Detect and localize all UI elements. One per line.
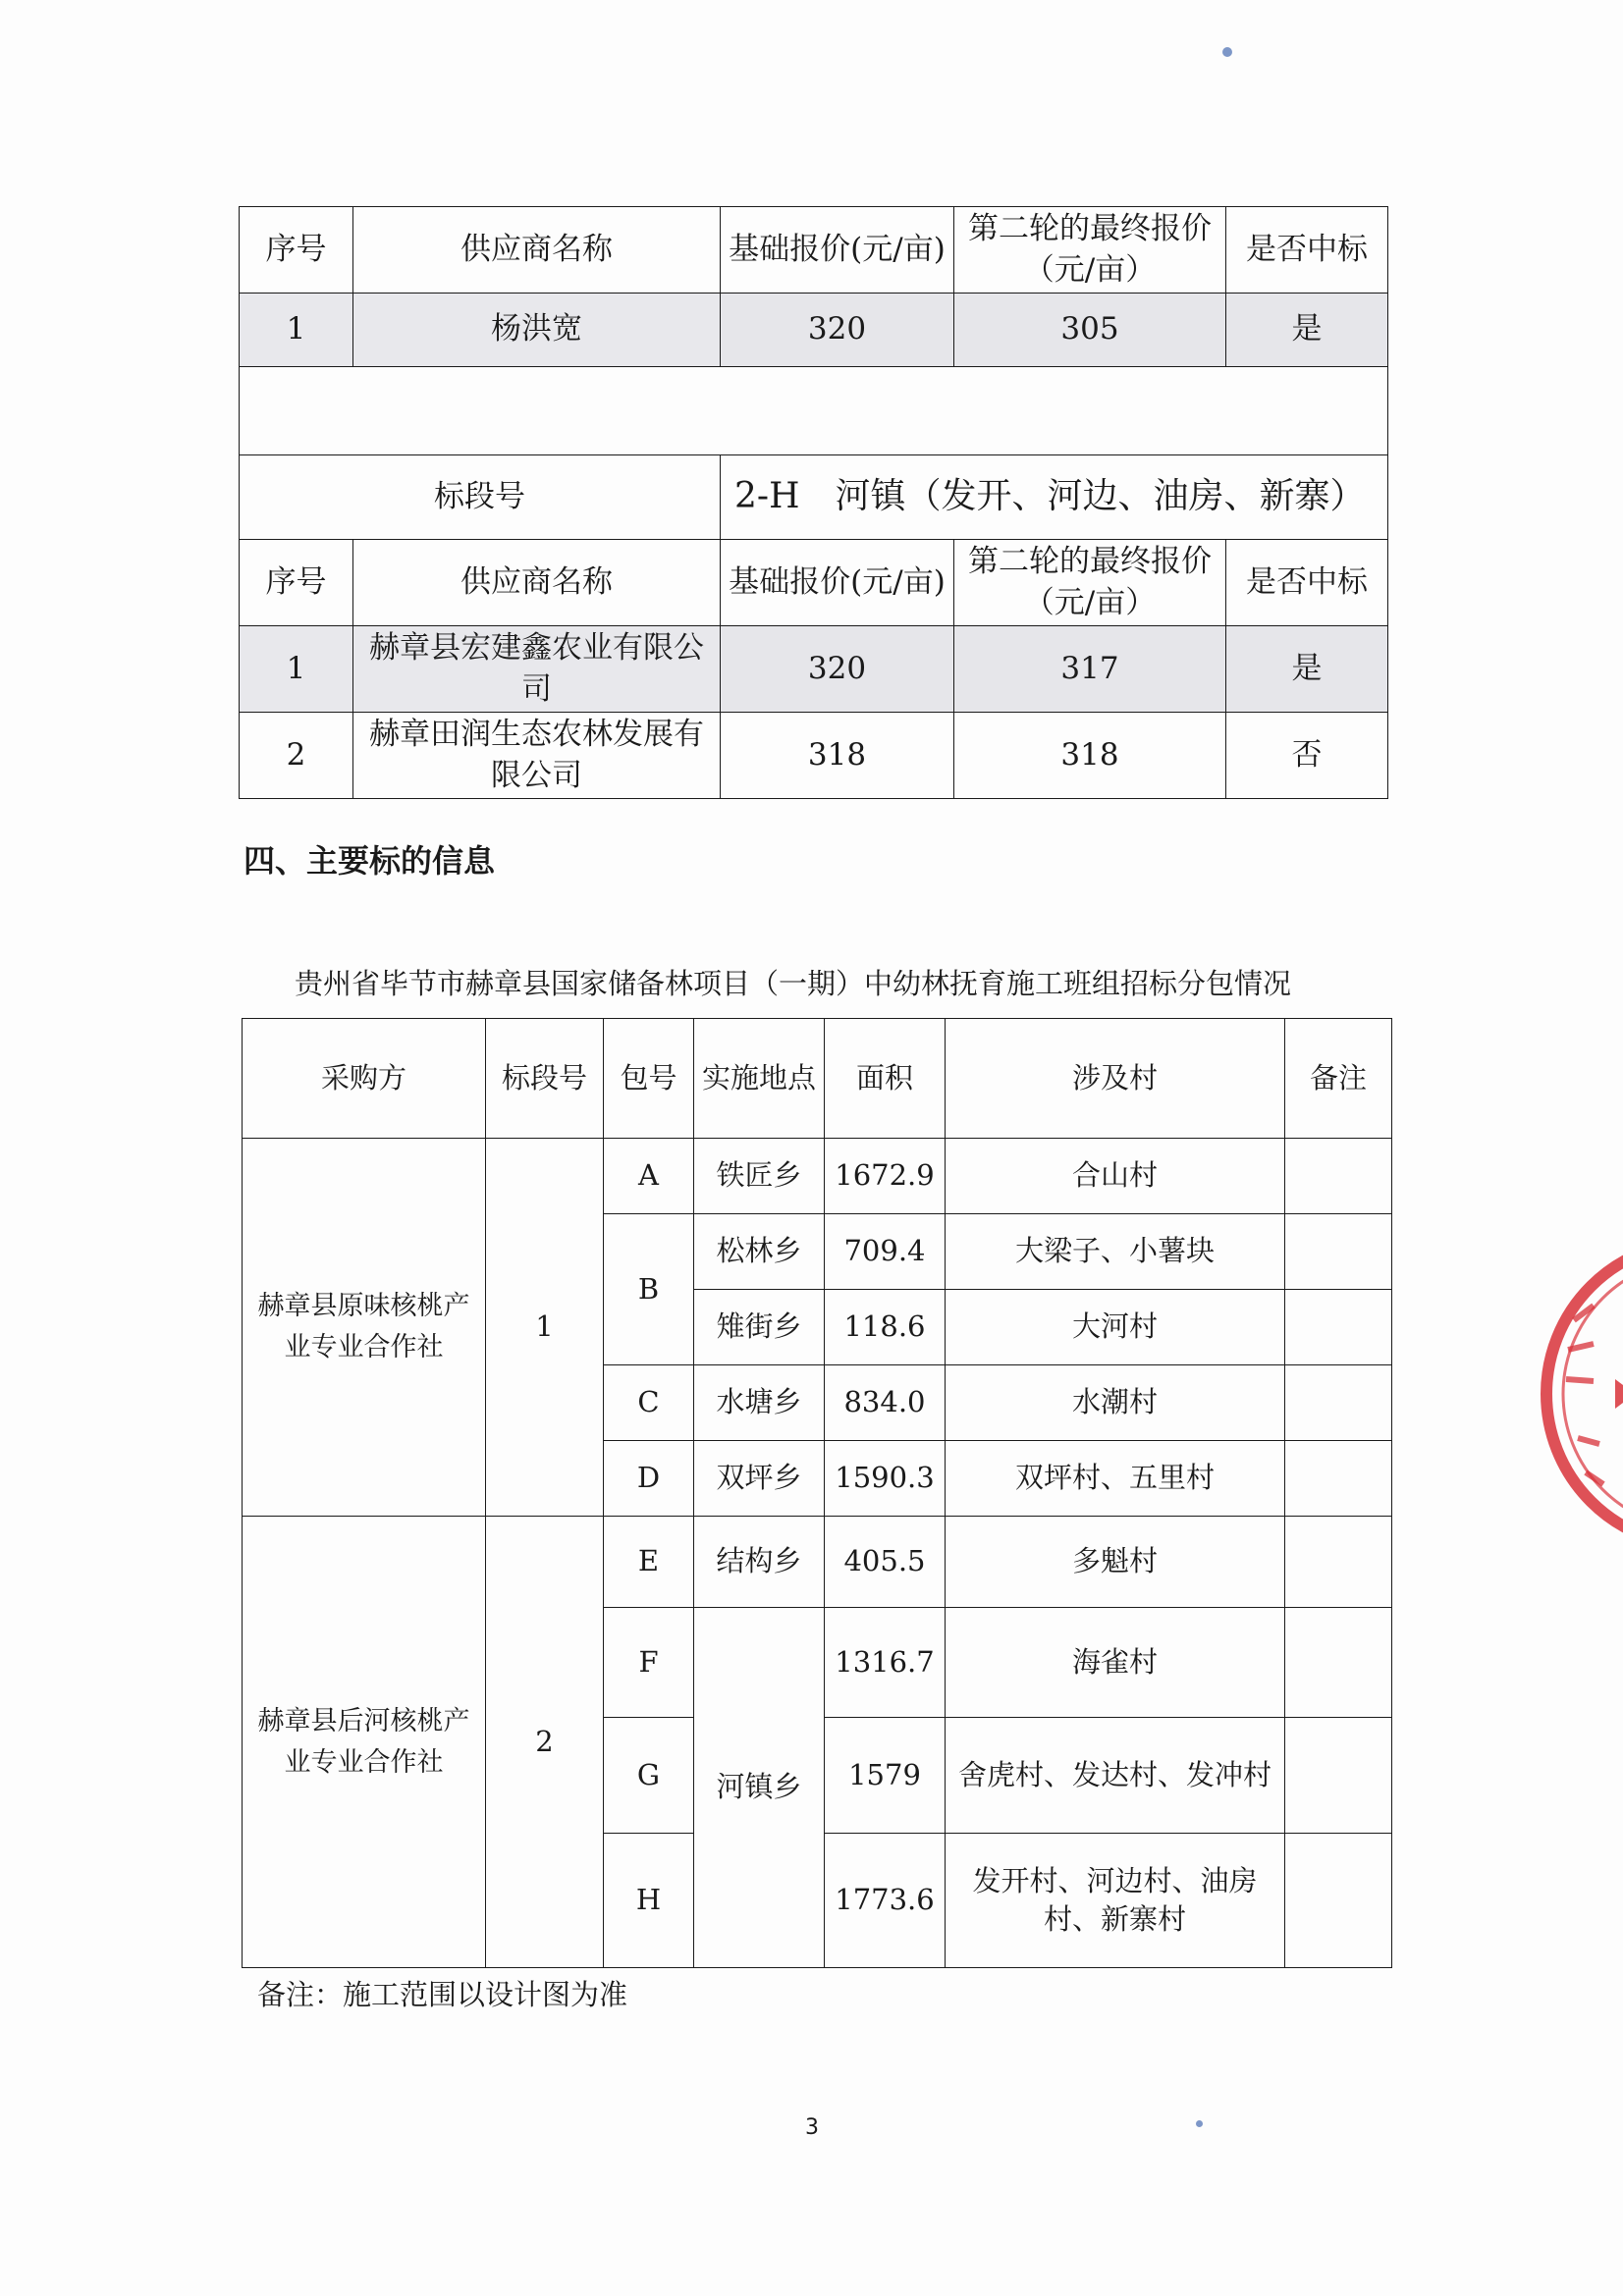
header-cell: 面积 xyxy=(825,1019,946,1139)
buyer-cell: 赫章县原味核桃产业专业合作社 xyxy=(243,1139,486,1517)
table-header-row xyxy=(240,207,1388,294)
buyer-cell: 赫章县后河核桃产业专业合作社 xyxy=(243,1517,486,1968)
spacer-row xyxy=(240,367,1388,455)
base-price-cell: 320 xyxy=(721,626,954,713)
header-cell: 序号 xyxy=(240,207,353,294)
package-cell: B xyxy=(604,1214,694,1365)
page-number: 3 xyxy=(805,2115,819,2140)
header-cell: 包号 xyxy=(604,1019,694,1139)
supplier-cell: 杨洪宽 xyxy=(353,294,721,367)
villages-cell: 水潮村 xyxy=(946,1365,1285,1441)
remark-cell xyxy=(1285,1214,1392,1290)
package-cell: E xyxy=(604,1517,694,1608)
bid-results-table xyxy=(239,206,1388,799)
table-row xyxy=(240,626,1388,713)
area-cell: 709.4 xyxy=(825,1214,946,1290)
header-cell: 基础报价(元/亩) xyxy=(721,207,954,294)
header-cell: 实施地点 xyxy=(694,1019,825,1139)
scan-speck xyxy=(1196,2120,1203,2127)
package-cell: F xyxy=(604,1608,694,1718)
remark-cell xyxy=(1285,1365,1392,1441)
index-cell: 1 xyxy=(240,626,353,713)
lot-allocation-table xyxy=(242,1018,1392,1968)
header-cell: 是否中标 xyxy=(1226,540,1388,626)
section-label: 标段号 xyxy=(240,455,721,540)
place-cell: 结构乡 xyxy=(694,1517,825,1608)
table-caption: 贵州省毕节市赫章县国家储备林项目（一期）中幼林抚育施工班组招标分包情况 xyxy=(295,967,1292,1000)
header-cell: 基础报价(元/亩) xyxy=(721,540,954,626)
place-cell: 松林乡 xyxy=(694,1214,825,1290)
villages-cell: 发开村、河边村、油房村、新寨村 xyxy=(946,1834,1285,1968)
lot-cell: 1 xyxy=(486,1139,604,1517)
area-cell: 405.5 xyxy=(825,1517,946,1608)
villages-cell: 多魁村 xyxy=(946,1517,1285,1608)
official-seal-image xyxy=(1527,1232,1623,1556)
area-cell: 1316.7 xyxy=(825,1608,946,1718)
supplier-cell: 赫章田润生态农林发展有限公司 xyxy=(353,713,721,799)
place-cell: 双坪乡 xyxy=(694,1441,825,1517)
header-cell: 第二轮的最终报价（元/亩） xyxy=(954,207,1226,294)
remark-cell xyxy=(1285,1517,1392,1608)
header-cell: 是否中标 xyxy=(1226,207,1388,294)
remark-cell xyxy=(1285,1441,1392,1517)
lot-cell: 2 xyxy=(486,1517,604,1968)
place-cell: 河镇乡 xyxy=(694,1608,825,1968)
header-cell: 标段号 xyxy=(486,1019,604,1139)
area-cell: 1590.3 xyxy=(825,1441,946,1517)
villages-cell: 合山村 xyxy=(946,1139,1285,1214)
package-cell: C xyxy=(604,1365,694,1441)
area-cell: 118.6 xyxy=(825,1290,946,1365)
table-row xyxy=(240,713,1388,799)
index-cell: 1 xyxy=(240,294,353,367)
header-cell: 备注 xyxy=(1285,1019,1392,1139)
remark-cell xyxy=(1285,1608,1392,1718)
villages-cell: 双坪村、五里村 xyxy=(946,1441,1285,1517)
header-cell: 第二轮的最终报价（元/亩） xyxy=(954,540,1226,626)
table-header-row xyxy=(240,540,1388,626)
base-price-cell: 318 xyxy=(721,713,954,799)
villages-cell: 大梁子、小薯块 xyxy=(946,1214,1285,1290)
header-cell: 序号 xyxy=(240,540,353,626)
final-price-cell: 318 xyxy=(954,713,1226,799)
package-cell: G xyxy=(604,1718,694,1834)
index-cell: 2 xyxy=(240,713,353,799)
villages-cell: 舍虎村、发达村、发冲村 xyxy=(946,1718,1285,1834)
place-cell: 水塘乡 xyxy=(694,1365,825,1441)
remark-cell xyxy=(1285,1834,1392,1968)
section-row xyxy=(240,455,1388,540)
winner-cell: 是 xyxy=(1226,294,1388,367)
table-row xyxy=(243,1139,1392,1214)
header-cell: 供应商名称 xyxy=(353,207,721,294)
place-cell: 铁匠乡 xyxy=(694,1139,825,1214)
remark-cell xyxy=(1285,1290,1392,1365)
winner-cell: 否 xyxy=(1226,713,1388,799)
villages-cell: 海雀村 xyxy=(946,1608,1285,1718)
supplier-cell: 赫章县宏建鑫农业有限公司 xyxy=(353,626,721,713)
area-cell: 1672.9 xyxy=(825,1139,946,1214)
area-cell: 834.0 xyxy=(825,1365,946,1441)
table-header-row xyxy=(243,1019,1392,1139)
header-cell: 采购方 xyxy=(243,1019,486,1139)
final-price-cell: 305 xyxy=(954,294,1226,367)
area-cell: 1773.6 xyxy=(825,1834,946,1968)
section-value: 2-H 河镇（发开、河边、油房、新寨） xyxy=(721,455,1388,540)
header-cell: 涉及村 xyxy=(946,1019,1285,1139)
scan-speck xyxy=(1222,47,1232,57)
final-price-cell: 317 xyxy=(954,626,1226,713)
empty-cell xyxy=(240,367,1388,455)
footnote: 备注：施工范围以设计图为准 xyxy=(257,1978,628,2011)
villages-cell: 大河村 xyxy=(946,1290,1285,1365)
place-cell: 雉街乡 xyxy=(694,1290,825,1365)
winner-cell: 是 xyxy=(1226,626,1388,713)
section-heading: 四、主要标的信息 xyxy=(243,842,496,880)
package-cell: A xyxy=(604,1139,694,1214)
base-price-cell: 320 xyxy=(721,294,954,367)
header-cell: 供应商名称 xyxy=(353,540,721,626)
area-cell: 1579 xyxy=(825,1718,946,1834)
remark-cell xyxy=(1285,1718,1392,1834)
remark-cell xyxy=(1285,1139,1392,1214)
table-row xyxy=(240,294,1388,367)
package-cell: D xyxy=(604,1441,694,1517)
package-cell: H xyxy=(604,1834,694,1968)
table-row xyxy=(243,1517,1392,1608)
